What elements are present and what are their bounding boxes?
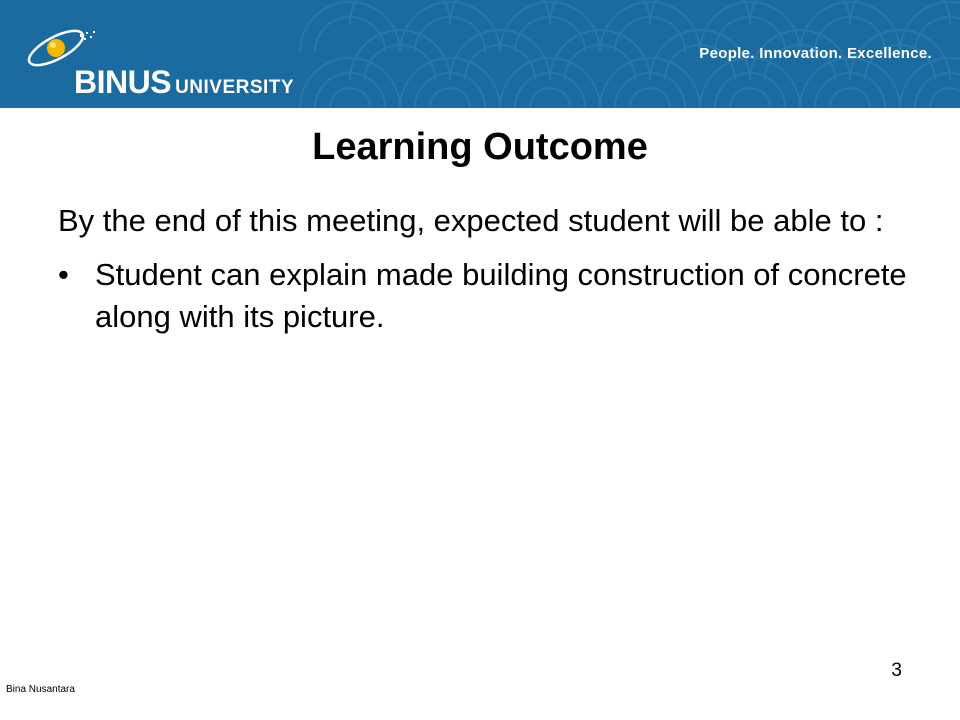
bullet-item	[58, 254, 908, 338]
intro-paragraph: By the end of this meeting, expected student will be able to :	[58, 203, 884, 238]
slide-body	[58, 200, 908, 338]
page-number: 3	[891, 660, 902, 681]
slide-title: Learning Outcome	[312, 126, 648, 168]
logo-brand-text: BINUS	[74, 64, 172, 100]
bullet-dot-icon: •	[58, 257, 69, 292]
header-tagline: People. Innovation. Excellence.	[699, 45, 932, 62]
header-band	[0, 0, 960, 108]
bullet-text: Student can explain made building construction of concrete along with its picture.	[95, 257, 907, 334]
logo-wordmark	[74, 66, 294, 98]
binus-logo	[22, 26, 295, 100]
logo-suffix-text: UNIVERSITY	[175, 77, 295, 98]
footer-organization: Bina Nusantara	[6, 684, 75, 695]
